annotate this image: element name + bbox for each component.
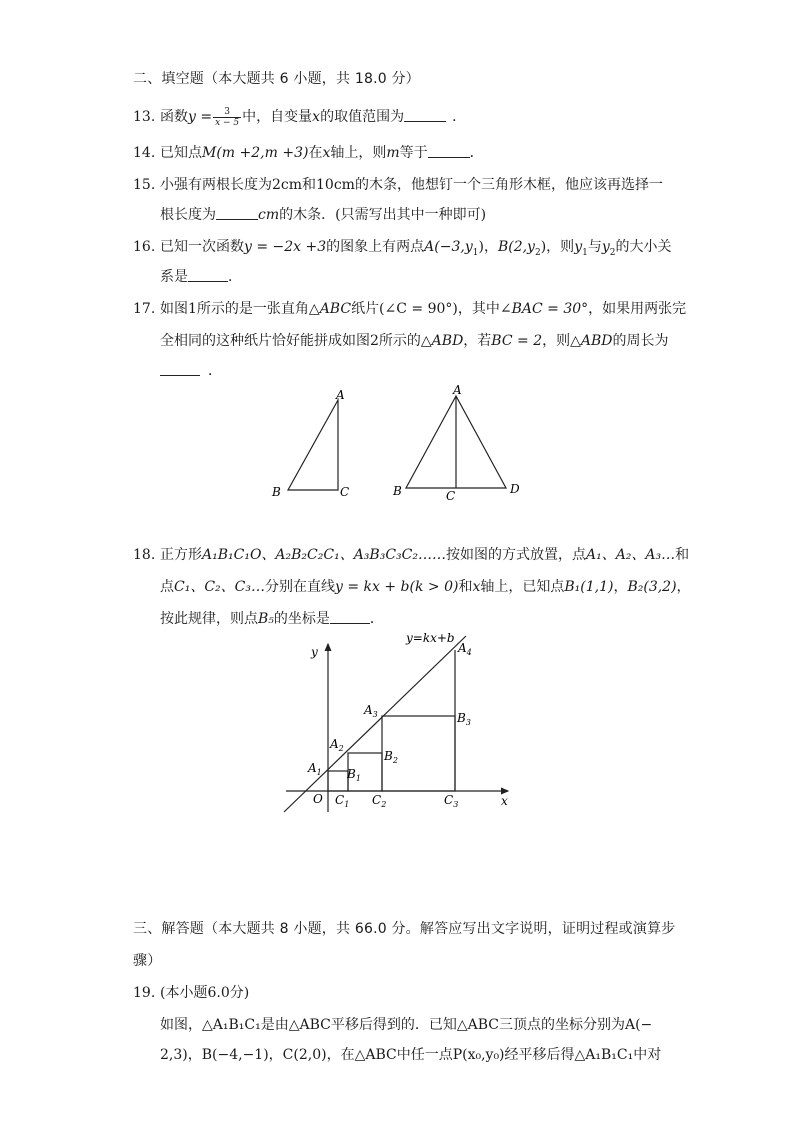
svg-text:C1 — [335, 793, 349, 809]
q18-point-b2: B₂(3,2) — [627, 579, 677, 595]
q18-punct: ， — [676, 579, 691, 595]
q16-point-b: B(2,y — [497, 239, 535, 255]
label-b3: B — [457, 711, 466, 725]
q17-text-2d: 的周长为 — [612, 333, 669, 349]
subscript: 4 — [466, 648, 472, 657]
question-17-cont — [160, 330, 669, 350]
question-19-line-2 — [160, 1044, 661, 1064]
figure-1-triangle — [271, 388, 349, 499]
q17-triangle-abd: △ABD — [420, 333, 464, 349]
label-c2: C — [372, 793, 382, 807]
svg-text:C3 — [444, 793, 458, 809]
q16-end: ． — [228, 269, 242, 285]
q18-end: ． — [369, 611, 384, 627]
graph-labels — [307, 631, 508, 809]
svg-text:C2 — [372, 793, 386, 809]
q14-text-4: 等于 — [399, 145, 428, 161]
q17-text-1c: ，如果用两张完 — [588, 301, 687, 317]
question-16 — [133, 236, 672, 258]
q19-text-1: 如图，△A₁B₁C₁是由△ABC平移后得到的．已知△ABC三顶点的坐标分别为A(− — [160, 1017, 653, 1033]
question-18-cont — [160, 576, 691, 596]
q16-punct: )，则 — [540, 239, 575, 255]
q16-text-2: 系是 — [160, 269, 188, 285]
q13-fraction — [213, 107, 241, 128]
subscript: 1 — [472, 247, 479, 258]
fig1-label-a: A — [336, 388, 345, 402]
answer-blank — [330, 611, 370, 624]
question-17-cont-2 — [160, 360, 222, 380]
label-x-axis: x — [501, 794, 508, 808]
label-c3: C — [444, 793, 454, 807]
q14-point: M(m +2,m +3) — [202, 145, 309, 161]
subscript: 3 — [465, 718, 471, 727]
q18-text-2c: 和 — [458, 579, 473, 595]
label-b1: B — [347, 767, 356, 781]
answer-blank — [216, 207, 258, 220]
q18-line-eq: y = kx + b(k > 0) — [334, 579, 459, 595]
subscript: 2 — [381, 800, 387, 809]
label-origin: O — [313, 792, 323, 806]
question-number: 14. — [133, 145, 156, 161]
svg-text:B1 — [346, 767, 361, 783]
q16-y1: y — [574, 239, 583, 255]
question-number: 17. — [133, 301, 156, 317]
square-3 — [382, 716, 455, 791]
svg-text:A1 — [307, 761, 322, 777]
q14-axis: x — [322, 145, 331, 161]
q13-text-1: 函数 — [160, 109, 188, 125]
question-number: 15. — [133, 177, 156, 193]
svg-text:B3 — [456, 711, 471, 727]
q18-text-2b: 分别在直线 — [264, 579, 335, 595]
figure-2-triangle — [392, 383, 520, 503]
subscript: 1 — [582, 247, 588, 258]
q16-text-1a: 已知一次函数 — [160, 239, 244, 255]
fig2-label-b: B — [393, 484, 402, 498]
subscript: 2 — [534, 247, 541, 258]
q16-y2: y — [601, 239, 610, 255]
q13-var: x — [312, 109, 321, 125]
q17-bc: BC = 2 — [491, 333, 543, 349]
answer-blank — [428, 145, 470, 158]
q15-unit: cm — [258, 207, 280, 223]
question-18-cont-2 — [160, 608, 384, 628]
svg-text:A3 — [363, 703, 378, 719]
fig1-label-c: C — [340, 485, 350, 499]
answer-blank — [188, 269, 228, 282]
q17-text-1a: 如图1所示的是一张直角 — [160, 301, 309, 317]
fig1-label-b: B — [272, 485, 281, 499]
q14-end: ． — [469, 145, 484, 161]
fig2-label-d: D — [510, 482, 520, 496]
subscript: 1 — [355, 774, 361, 783]
svg-text:A2 — [329, 737, 344, 753]
subscript: 2 — [338, 744, 344, 753]
section-heading-solve-cont: 骤） — [133, 953, 162, 969]
q13-text-2: 中，自变量 — [242, 109, 313, 125]
question-number: 13. — [133, 109, 156, 125]
label-a4: A — [458, 641, 467, 655]
q13-formula-y: y = — [188, 109, 213, 125]
question-15 — [133, 174, 663, 194]
question-number: 18. — [133, 547, 156, 563]
q17-text-2c: ，则 — [542, 333, 571, 349]
section-heading-fill-in: 二、填空题（本大题共 6 小题，共 18.0 分） — [133, 71, 420, 87]
question-19 — [133, 982, 249, 1002]
q14-var: m — [386, 145, 400, 161]
q14-text-2: 在 — [308, 145, 323, 161]
q15-text-2b: 的木条．(只需写出其中一种即可) — [279, 207, 487, 223]
question-number: 19. — [133, 985, 156, 1001]
question-number: 16. — [133, 239, 156, 255]
q18-punct: ， — [613, 579, 628, 595]
q18-text-1c: 和 — [675, 547, 690, 563]
fraction-numerator: 3 — [213, 107, 241, 118]
question-19-line-1 — [160, 1014, 652, 1034]
q18-text-1a: 正方形 — [160, 547, 202, 563]
subscript: 2 — [609, 247, 616, 258]
fig2-label-c: C — [446, 489, 456, 503]
answer-blank — [404, 109, 446, 122]
coordinate-axes — [286, 644, 508, 812]
q16-function: y = −2x +3 — [244, 239, 327, 255]
question-17 — [133, 298, 686, 318]
question-13 — [133, 106, 466, 128]
question-14 — [133, 142, 484, 162]
q19-text-2: 2,3)，B(−4,−1)，C(2,0)，在△ABC中任一点P(x₀,y₀)经平移后得△A₁B₁C₁中对 — [160, 1047, 662, 1063]
q13-text-3: 的取值范围为 — [320, 109, 405, 125]
label-a1: A — [308, 761, 317, 775]
svg-text:B2 — [383, 749, 398, 765]
label-y-axis: y — [311, 645, 318, 659]
q18-points-a: A₁、A₂、A₃… — [585, 547, 676, 563]
q15-text-2a: 根长度为 — [160, 207, 216, 223]
q18-graph — [280, 630, 520, 815]
label-b2: B — [384, 749, 393, 763]
square-1 — [328, 771, 348, 791]
q16-point-a: A(−3,y — [424, 239, 473, 255]
q18-text-3b: 的坐标是 — [273, 611, 330, 627]
q18-points-c: C₁、C₂、C₃… — [174, 579, 265, 595]
q18-text-1b: 按如图的方式放置，点 — [445, 547, 586, 563]
label-line: y=kx+b — [406, 631, 455, 645]
q16-punct: )， — [478, 239, 498, 255]
q17-end: ． — [208, 363, 222, 379]
label-c1: C — [335, 793, 345, 807]
q18-text-2d: 轴上，已知点 — [480, 579, 565, 595]
q14-text-1: 已知点 — [160, 145, 202, 161]
subscript: 3 — [453, 800, 459, 809]
q17-triangle: △ABC — [308, 301, 352, 317]
q16-conj: 与 — [587, 239, 602, 255]
subscript: 1 — [316, 768, 322, 777]
subscript: 1 — [344, 800, 350, 809]
fraction-denominator: x − 5 — [215, 117, 240, 128]
q17-triangle-abd-2: △ABD — [570, 333, 613, 349]
q16-text-1c: 的大小关 — [615, 239, 672, 255]
answer-blank — [160, 363, 200, 376]
q17-text-2a: 全相同的这种纸片恰好能拼成如图2所示的 — [160, 333, 421, 349]
q18-squares: A₁B₁C₁O、A₂B₂C₂C₁、A₃B₃C₃C₂…… — [202, 547, 446, 563]
q17-angle: ∠BAC = 30° — [499, 301, 589, 317]
q13-end: ． — [452, 109, 467, 125]
q18-point-b5: B₅ — [258, 611, 274, 627]
q15-line-1: 小强有两根长度为2cm和10cm的木条，他想钉一个三角形木框，他应该再选择一 — [160, 177, 663, 193]
label-a3: A — [364, 703, 373, 717]
label-a2: A — [330, 737, 339, 751]
question-15-cont — [160, 204, 486, 224]
q17-figures — [260, 382, 540, 507]
svg-text:A4 — [457, 641, 472, 657]
question-16-cont — [160, 266, 242, 286]
subscript: 2 — [392, 756, 398, 765]
line-y-kx-b — [284, 636, 466, 812]
q17-text-1b: 纸片(∠C = 90°)，其中 — [351, 301, 500, 317]
q18-point-b1: B₁(1,1) — [564, 579, 614, 595]
q19-score: (本小题6.0分) — [160, 985, 250, 1001]
question-18 — [133, 544, 689, 564]
q18-text-2a: 点 — [160, 579, 174, 595]
q16-text-1b: 的图象上有两点 — [326, 239, 425, 255]
q18-axis: x — [472, 579, 481, 595]
section-heading-solve: 三、解答题（本大题共 8 小题，共 66.0 分。解答应写出文字说明，证明过程或演算步 — [133, 921, 676, 937]
q14-text-3: 轴上，则 — [330, 145, 387, 161]
subscript: 3 — [372, 710, 378, 719]
fig2-label-a: A — [453, 383, 462, 397]
q18-text-3a: 按此规律，则点 — [160, 611, 258, 627]
q17-text-2b: ，若 — [463, 333, 492, 349]
